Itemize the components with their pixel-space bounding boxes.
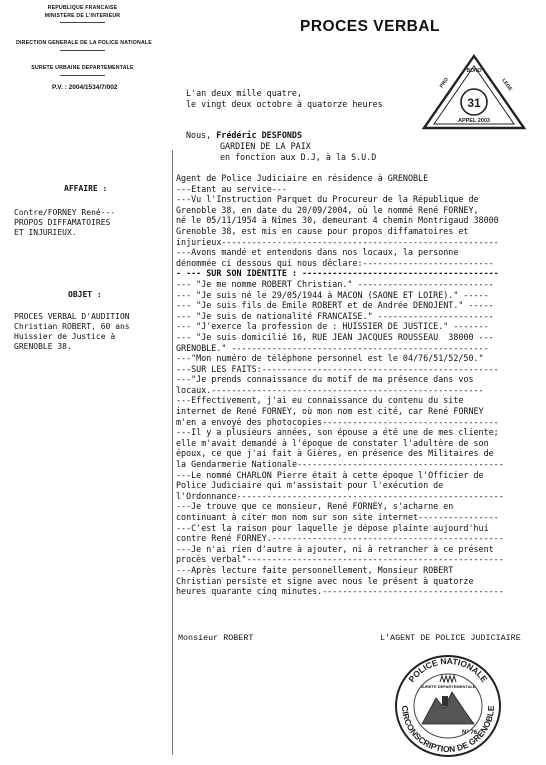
objet-line-1: PROCES VERBAL D'AUDITION — [14, 312, 130, 321]
body-line: Grenoble 38, est mis en cause pour propos diffamatoires et — [176, 225, 469, 236]
body-line: elle m'avait demandé à l'époque de constater l'adultère de son — [176, 437, 489, 448]
police-seal-number: N° 76 — [462, 730, 478, 736]
officer-rank: GARDIEN DE LA PAIX — [220, 141, 311, 151]
body-line: ---"Mon numéro de téléphone personnel est le 04/76/51/52/50." — [176, 353, 484, 364]
margin-divider — [172, 150, 173, 755]
header-ministry: MINISTERE DE L'INTERIEUR — [44, 13, 121, 19]
body-line: --- "Je suis fils de Emile ROBERT et de Andrée DENOJENT." ----- — [176, 300, 494, 311]
body-line: --- "Je suis de nationalité FRANCAISE." ----------------------- — [176, 310, 494, 321]
affaire-label: AFFAIRE : — [64, 184, 108, 193]
tribunal-seal-icon — [420, 52, 528, 134]
body-line: ---Après lecture faite personnellement, Monsieur ROBERT — [176, 564, 454, 575]
header-republic: REPUBLIQUE FRANCAISE — [47, 5, 118, 11]
body-line: m'en a envoyé des photocopies----------------------------------- — [176, 416, 499, 427]
date-line-1: L'an deux mille quatre, — [186, 88, 302, 98]
header-direction: DIRECTION GENERALE DE LA POLICE NATIONALE — [16, 40, 152, 46]
affaire-line-2: PROPOS DIFFAMATOIRES — [14, 218, 111, 227]
body-line: la Gendarmerie Nationale----------------------------------------- — [176, 459, 504, 470]
body-line: ---Effectivement, j'ai eu connaissance du contenu du site — [176, 395, 464, 406]
affaire-line-1: Contre/FORNEY René--- — [14, 208, 116, 217]
header-divider-2 — [60, 50, 105, 51]
officer-line: Nous, Frédéric DESFONDS — [186, 130, 302, 140]
section-heading-identity: - --- SUR SON IDENTITE : --------------------------------------- — [176, 268, 499, 279]
body-line: Grenoble 38, en date du 20/09/2004, où le nommé René FORNEY, — [176, 204, 479, 215]
police-seal-bottom-text: CIRCONSCRIPTION DE GRENOBLE — [399, 705, 497, 755]
affaire-line-3: ET INJURIEUX. — [14, 228, 77, 237]
date-line-2: le vingt deux octobre à quatorze heures — [186, 99, 383, 109]
body-line: dénommée ci dessous qui nous déclare:-------------------------- — [176, 257, 494, 268]
body-line: internet de René FORNEY, où mon nom est cité, car René FORNEY — [176, 406, 484, 417]
section-heading-facts: ---SUR LES FAITS:----------------------------------------------- — [176, 363, 499, 374]
seal-text-left: PRO — [438, 76, 450, 90]
body-line: locaux.------------------------------------------------------ — [176, 384, 484, 395]
body-line: ---Vu l'Instruction Parquet du Procureur de la République de — [176, 194, 479, 205]
objet-label: OBJET : — [68, 290, 102, 299]
body-line: Agent de Police Judiciaire en résidence à GRENOBLE — [176, 173, 429, 183]
body-line: procès verbal"--------------------------------------------------- — [176, 554, 504, 565]
header-surete: SURETE URBAINE DEPARTEMENTALE — [31, 65, 134, 71]
seal-text-right: LEGE — [500, 77, 514, 93]
police-seal-icon — [392, 652, 504, 760]
officer-unit: en fonction aux D.J, à la S.U.D — [220, 152, 377, 162]
body-line: ---"Je prends connaissance du motif de ma présence dans vos — [176, 374, 474, 385]
document-title: PROCES VERBAL — [300, 18, 440, 35]
body-line: né le 05/11/1954 à Nîmes 30, demeurant 4 chemin Montrigaud 38000 — [176, 215, 499, 226]
body-line: --- "Je suis domicilié 16, RUE JEAN JACQUES ROUSSEAU 38000 --- — [176, 331, 494, 342]
objet-line-3: Huissier de Justice à — [14, 332, 116, 341]
police-seal-top-text: POLICE NATIONALE — [406, 655, 490, 685]
body-line: --- "Je me nomme ROBERT Christian." --------------------------- — [176, 278, 494, 289]
body-line: ---Il y a plusieurs années, son épouse a été une de mes cliente; — [176, 427, 499, 438]
body-line: continuant à citer mon nom sur son site internet---------------- — [176, 512, 499, 522]
body-line: heures quarante cinq minutes.------------------------------------ — [176, 586, 504, 597]
body-line: --- "Je suis né le 29/05/1944 à MACON (SAONE ET LOIRE)." ----- — [176, 289, 489, 300]
statement-body — [176, 173, 544, 597]
body-line: --- "J'exerce la profession de : HUISSIER DE JUSTICE." ------- — [176, 321, 489, 332]
seal-text-mid: BONO — [466, 68, 482, 74]
body-line: ---Je trouve que ce monsieur, René FORNEY, s'acharne en — [176, 501, 454, 512]
officer-name: Frédéric DESFONDS — [216, 130, 302, 140]
seal-number: 31 — [467, 96, 481, 110]
signature-left-label: Monsieur ROBERT — [178, 633, 254, 643]
body-line: ---Le nommé CHARLON Pierre était à cette époque l'Officier de — [176, 469, 484, 480]
body-line: Police Judiciaire qui m'assistait pour l'exécution de — [176, 480, 444, 491]
body-line: Christian persiste et signe avec nous le présent à quatorze — [176, 575, 474, 586]
header-divider — [60, 22, 105, 23]
body-line: l'Ordonnance----------------------------------------------------- — [176, 490, 504, 501]
body-line: ---Avons mandé et entendons dans nos locaux, la personne — [176, 247, 459, 258]
body-line: ---C'est la raison pour laquelle je dépose plainte aujourd'hui — [176, 522, 489, 533]
body-line: contre René FORNEY.---------------------------------------------- — [176, 533, 504, 544]
signature-right-label: L'AGENT DE POLICE JUDICIAIRE — [380, 633, 521, 643]
pv-reference: P.V. : 2004/1534/7/002 — [52, 84, 118, 91]
body-line: injurieux------------------------------------------------------- — [176, 236, 499, 247]
body-line: ---Je n'ai rien d'autre à ajouter, ni à retrancher à ce présent — [176, 543, 494, 554]
body-line: époux, ce que j'ai fait à Gières, en présence des Militaires de — [176, 448, 494, 459]
objet-line-2: Christian ROBERT, 60 ans — [14, 322, 130, 331]
seal-text-bottom: APPEL 2003 — [457, 118, 491, 124]
police-seal-sub-text: SURETE DEPARTEMENTALE — [420, 684, 476, 689]
objet-line-4: GRENOBLE 38. — [14, 342, 72, 351]
body-line: GRENOBLE." --------------------------------------------------- — [176, 342, 489, 353]
header-divider-3 — [60, 75, 105, 76]
body-line: ---Etant au service--- — [176, 183, 287, 194]
